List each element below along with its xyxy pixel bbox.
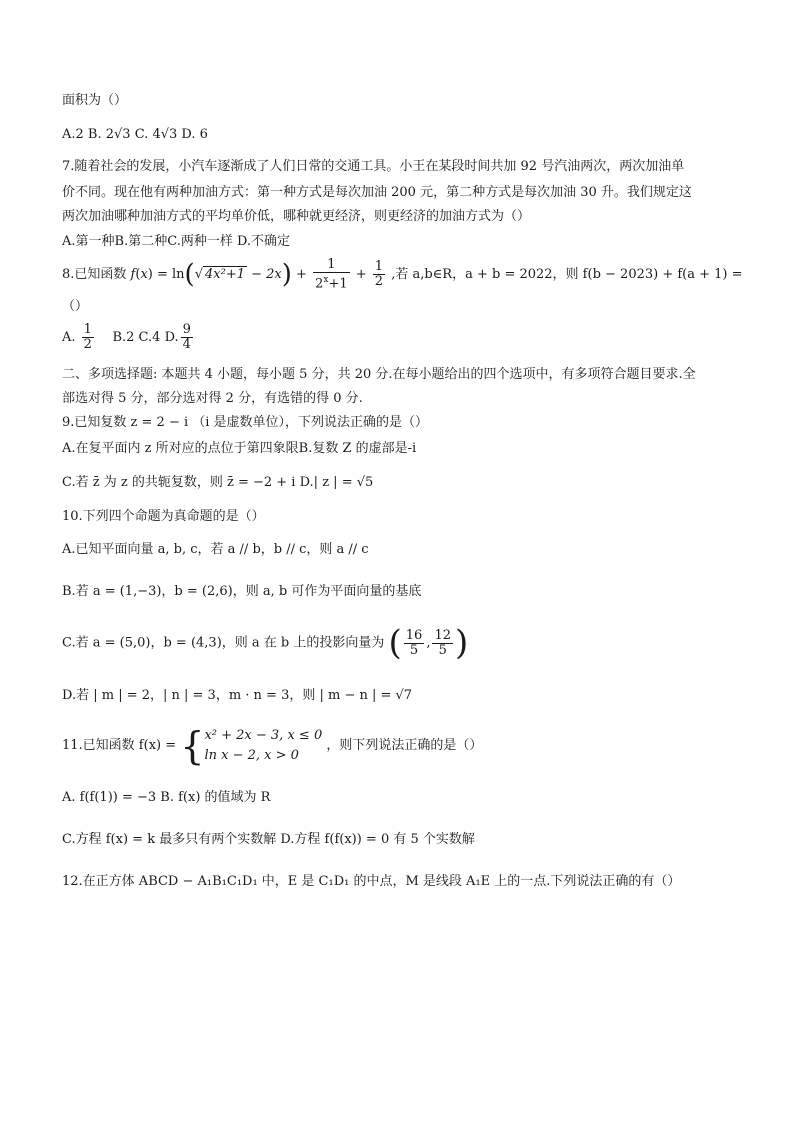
q10-option-d: D.若 | m | = 2，| n | = 3，m · n = 3，则 | m − n | = √7 [62, 688, 413, 703]
q11-options-cd: C.方程 f(x) = k 最多只有两个实数解 D.方程 f(f(x)) = 0 有 5 个实数解 [62, 832, 475, 847]
options-q6: A.2 B. 2√3 C. 4√3 D. 6 [62, 127, 208, 142]
q11-options-ab: A. f(f(1)) = −3 B. f(x) 的值域为 R [62, 790, 271, 805]
section2-heading: 二、多项选择题: 本题共 4 小题，每小题 5 分，共 20 分.在每小题给出的四个选项中，有多项符合题目要求.全 [62, 367, 696, 382]
q9-text: 9.已知复数 z = 2 − i （i 是虚数单位），下列说法正确的是（） [62, 415, 429, 430]
text-line: 面积为（） [62, 93, 128, 108]
q11-case-2: ln x − 2, x > 0 [204, 747, 299, 763]
q7-text: 价不同。现在他有两种加油方式：第一种方式是每次加油 200 元，第二种方式是每次加油 30 升。我们规定这 [62, 185, 692, 200]
q8-options: A. $\frac{1}{2}$ B.2 C.4 D. $\frac{9}{4}$ [62, 322, 191, 352]
q10-option-b: B.若 a = (1,−3)，b = (2,6)，则 a, b 可作为平面向量的基底 [62, 584, 422, 599]
q9-options-cd: C.若 z̄ 为 z 的共轭复数，则 z̄ = −2 + i D.| z | = √5 [62, 475, 374, 490]
q11-line: 11.已知函数 f(x) = { x² + 2x − 3, x ≤ 0 ln x − 2, x > 0 ，则下列说法正确的是（） [62, 723, 483, 768]
q7-options: A.第一种B.第二种C.两种一样 D.不确定 [62, 234, 291, 249]
q11-case-1: x² + 2x − 3, x ≤ 0 [204, 727, 323, 743]
q10-option-c: C.若 a = (5,0)，b = (4,3)，则 a 在 b 上的投影向量为 ( $\frac{16}{5}$ , $\frac{12}{5}$ ) [62, 623, 469, 663]
q8-tail: （） [62, 299, 89, 314]
q8-line [62, 258, 743, 291]
q10-text: 10.下列四个命题为真命题的是（） [62, 509, 265, 524]
q9-options-ab: A.在复平面内 z 所对应的点位于第四象限B.复数 Z 的虚部是-i [62, 441, 417, 456]
q8-formula: f(x) = ln(√ 4x²+1 − 2x) + $\frac{1}{2^x+1}$ + $\frac{1}{2}$ [130, 257, 384, 292]
q7-text: 两次加油哪种加油方式的平均单价低，哪种就更经济，则更经济的加油方式为（） [62, 209, 531, 224]
section2-heading: 部选对得 5 分，部分选对得 2 分，有选错的得 0 分. [62, 391, 363, 406]
q8-mid: ,若 a,b∈R，a + b = 2022，则 f(b − 2023) + f(a + 1) = [391, 267, 743, 283]
q8-opts-text: B.2 C.4 D. [112, 330, 179, 345]
q10-option-a: A.已知平面向量 a, b, c，若 a // b，b // c，则 a // c [62, 542, 369, 557]
q7-text: 7.随着社会的发展，小汽车逐渐成了人们日常的交通工具。小王在某段时间共加 92 号汽油两次，两次加油单 [62, 159, 685, 174]
q10-c-text: C.若 a = (5,0)，b = (4,3)，则 a 在 b 上的投影向量为 [62, 635, 385, 651]
q11-suffix: ，则下列说法正确的是（） [326, 738, 483, 753]
q12-text: 12.在正方体 ABCD − A₁B₁C₁D₁ 中，E 是 C₁D₁ 的中点，M 是线段 A₁E 上的一点.下列说法正确的有（） [62, 874, 681, 889]
q11-prefix: 11.已知函数 f(x) = [62, 738, 177, 753]
q8-prefix: 8.已知函数 [62, 267, 127, 283]
